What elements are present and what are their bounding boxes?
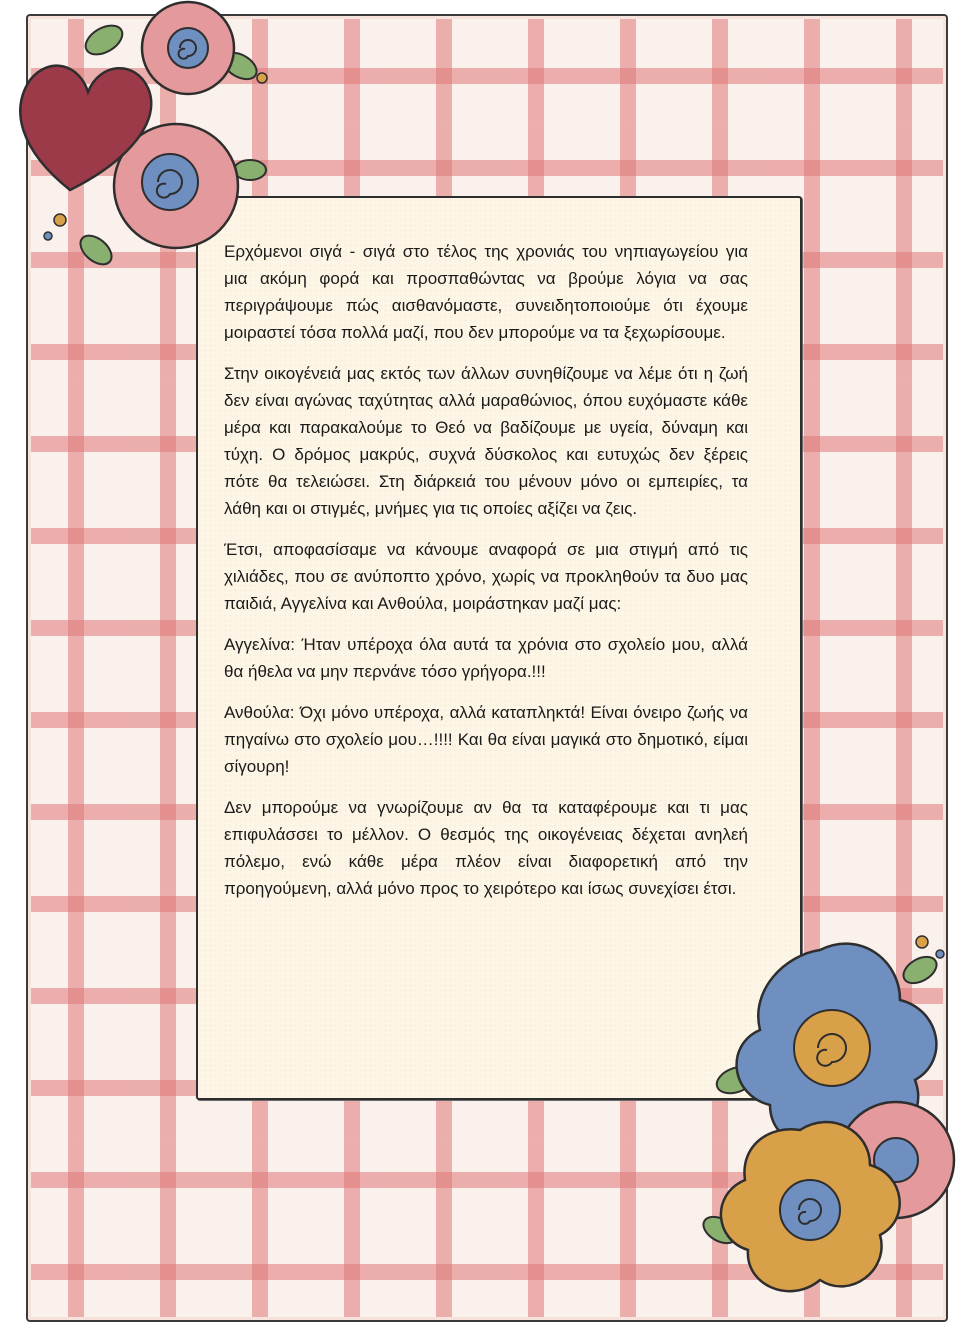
paragraph: Δεν μπορούμε να γνωρίζουμε αν θα τα καταφέρουμε και τι μας επιφυλάσσει το μέλλον. Ο θεσμός της οικογένειας δέχεται ανηλεή πόλεμο, ενώ κάθε μέρα πλέον είναι διαφορετική από την προηγούμενη, αλλά μόνο προς το χειρότερο και ίσως συνεχίσει έτσι. <box>224 798 748 898</box>
paragraph: Ανθούλα: Όχι μόνο υπέροχα, αλλά καταπληκτά! Είναι όνειρο ζωής να πηγαίνω στο σχολείο μου…!!!! Και θα είναι μαγικά στο δημοτικό, είμαι σίγουρη! <box>224 703 748 776</box>
bottom-right-decoration <box>700 930 960 1334</box>
paragraph: Αγγελίνα: Ήταν υπέροχα όλα αυτά τα χρόνια στο σχολείο μου, αλλά θα ήθελα να μην περνάνε τόσο γρήγορα.!!! <box>224 635 748 681</box>
paragraph: Έτσι, αποφασίσαμε να κάνουμε αναφορά σε μια στιγμή από τις χιλιάδες, που σε ανύποπτο χρόνο, χωρίς να προκληθούν τα δυο μας παιδιά, Αγγελίνα και Ανθούλα, μοιράστηκαν μαζί μας: <box>224 540 748 613</box>
paragraph: Στην οικογένειά μας εκτός των άλλων συνηθίζουμε να λέμε ότι η ζωή δεν είναι αγώνας ταχύτητας αλλά μαραθώνιος, όπου ευχόμαστε κάθε μέρα και παρακαλούμε το Θεό να βαδίζουμε με υγεία, δύναμη και τύχη. Ο δρόμος μακρύς, συχνά δύσκολος και ευτυχώς δεν ξέρεις πότε θα τελειώσει. Στη διάρκειά του μένουν μόνο οι εμπειρίες, τα λάθη και οι στιγμές, μνήμες για τις οποίες αξίζει να ζεις. <box>224 364 748 518</box>
paragraph: Ερχόμενοι σιγά - σιγά στο τέλος της χρονιάς του νηπιαγωγείου για μια ακόμη φορά και προσπαθώντας να βρούμε λόγια να σας περιγράψουμε πώς αισθανόμαστε, συνειδητοποιούμε ότι έχουμε μοιραστεί τόσα πολλά μαζί, που δεν μπορούμε να τα ξεχωρίσουμε. <box>224 242 748 342</box>
letter-text <box>224 238 748 916</box>
